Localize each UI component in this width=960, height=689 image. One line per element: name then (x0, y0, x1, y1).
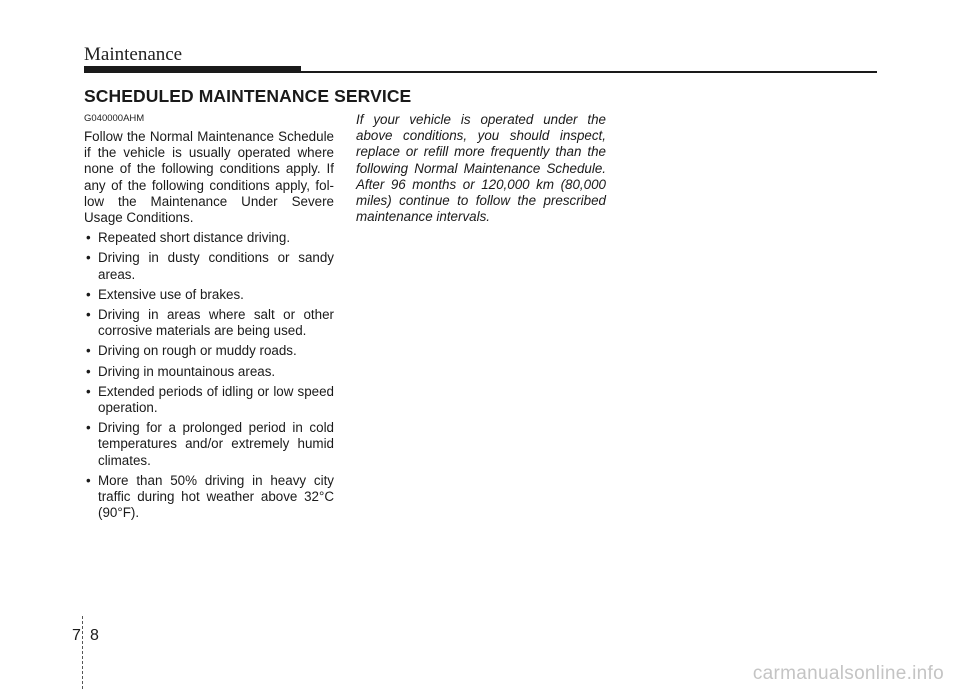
right-column (356, 112, 606, 225)
list-item: • Repeated short distance driving. (86, 230, 291, 246)
bullet-icon: • (86, 363, 91, 379)
section-title: SCHEDULED MAINTENANCE SERVICE (84, 86, 412, 106)
list-item: • Driving for a prolonged period in cold temperatures and/or extremely humid climates. (86, 420, 334, 468)
list-item: • Driving in dusty conditions or sandy areas. (86, 250, 334, 282)
bullet-icon: • (86, 230, 91, 246)
bullet-icon: • (86, 250, 91, 266)
list-item: • Driving in areas where salt or other corrosive materials are being used. (86, 307, 334, 339)
watermark: carmanualsonline.info (752, 663, 944, 684)
bullet-icon: • (86, 383, 91, 399)
left-column (84, 113, 334, 525)
bullet-icon: • (86, 286, 91, 302)
list-item: • More than 50% driving in heavy city traffic during hot weather above 32°C (90°F). (86, 472, 334, 521)
header-rule-thin (301, 71, 877, 73)
condition-list (84, 230, 334, 521)
chapter-number: 7 (72, 627, 81, 644)
list-item: • Driving in mountainous areas. (86, 363, 276, 379)
list-item: • Extensive use of brakes. (86, 286, 244, 302)
page-divider (82, 616, 83, 689)
list-item: • Extended periods of idling or low speed operation. (86, 383, 334, 416)
page-header-title: Maintenance (84, 44, 183, 65)
page-number: 8 (90, 627, 99, 644)
bullet-icon: • (86, 472, 91, 488)
bullet-icon: • (86, 343, 91, 359)
list-item: • Driving on rough or muddy roads. (86, 343, 297, 359)
severe-usage-note: If your vehicle is operated under the above conditions, you should inspect, replace or refill more frequently than the following Normal Maintenance Schedule. After 96 months or 120,000 km (80,000 miles) continue to follow the prescribed maintenance intervals. (356, 112, 606, 225)
header-rule-thick (84, 66, 301, 73)
reference-code: G040000AHM (84, 113, 145, 124)
intro-paragraph: Follow the Normal Maintenance Schedule if the vehicle is usually operated where none of the following conditions apply. If any of the following conditions apply, fol-low the Maintenance Under Severe Usage Conditions. (84, 129, 334, 226)
bullet-icon: • (86, 307, 91, 323)
bullet-icon: • (86, 420, 91, 436)
